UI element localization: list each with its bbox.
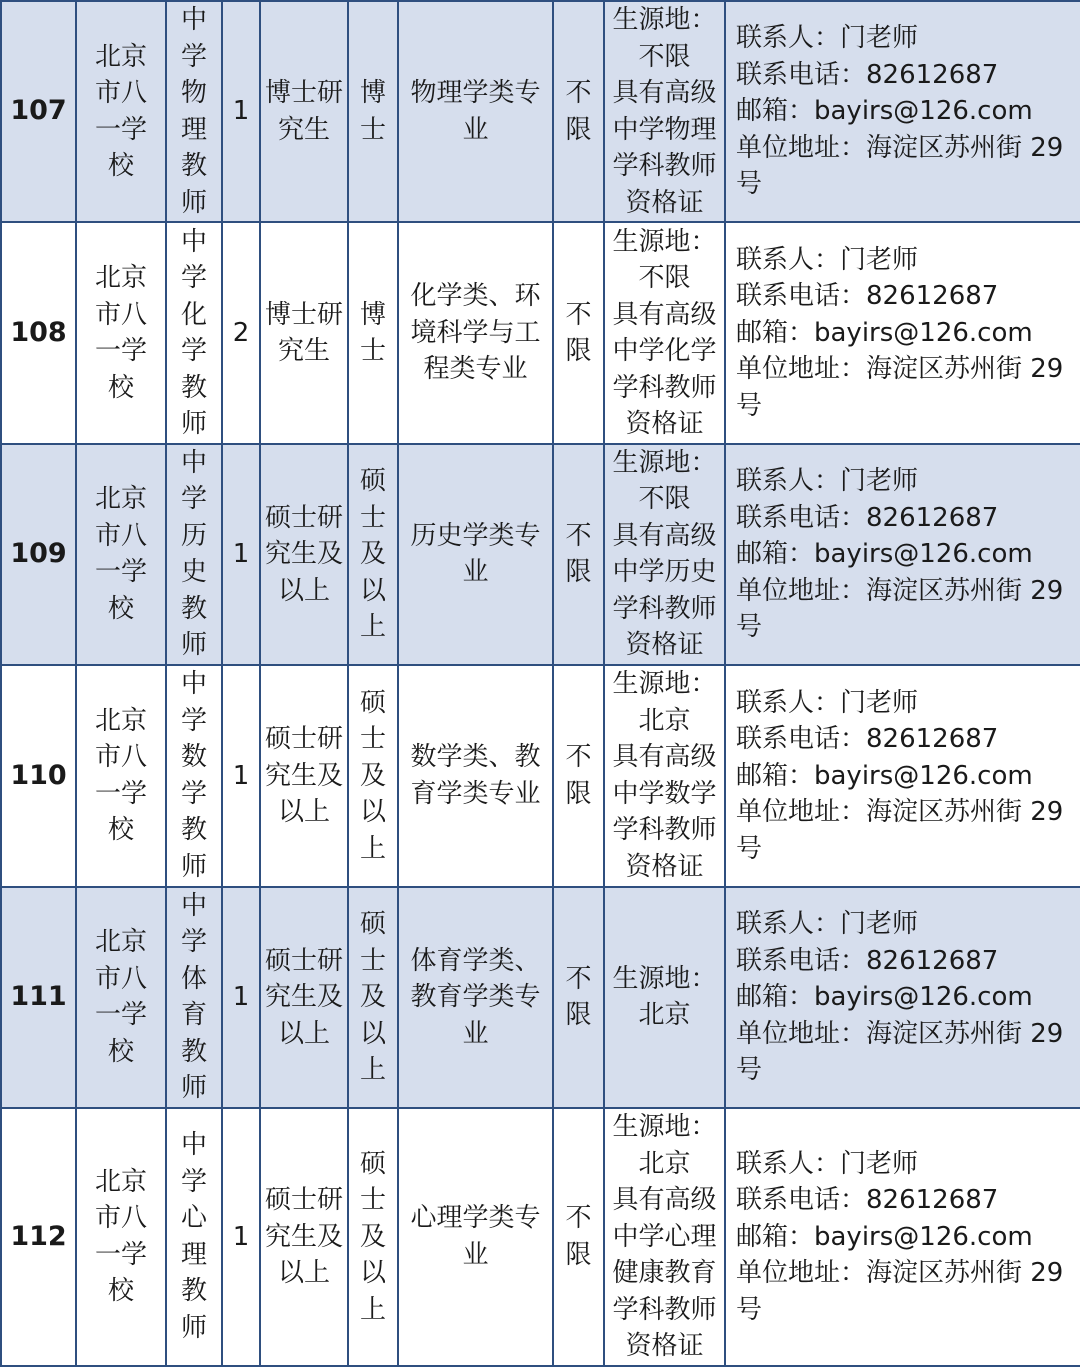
education-requirement: 硕士研究生及以上 <box>260 1108 348 1366</box>
table-body <box>1 1 1080 1366</box>
age-requirement: 不限 <box>553 444 604 665</box>
recruit-count: 1 <box>222 665 260 886</box>
contact-phone: 联系电话：82612687 <box>736 502 999 533</box>
position-number: 112 <box>1 1108 76 1366</box>
contact-person: 联系人：门老师 <box>736 909 919 939</box>
contact-address: 单位地址：海淀区苏州街 29 号 <box>736 575 1064 643</box>
table-row <box>1 1108 1080 1366</box>
recruit-count: 1 <box>222 444 260 665</box>
other-requirements <box>604 665 725 886</box>
degree-requirement: 硕士及以上 <box>348 665 398 886</box>
degree-requirement: 硕士及以上 <box>348 887 398 1108</box>
position-number: 110 <box>1 665 76 886</box>
other-requirements <box>604 222 725 443</box>
contact-email[interactable]: 邮箱：bayirs@126.com <box>736 760 1033 791</box>
origin-label: 生源地： <box>612 5 717 36</box>
school-name: 北京市八一学校 <box>76 887 166 1108</box>
certificate-requirement: 具有高级中学物理学科教师资格证 <box>612 78 717 218</box>
education-requirement: 博士研究生 <box>260 1 348 222</box>
other-requirements <box>604 887 725 1108</box>
origin-label: 生源地： <box>612 226 717 257</box>
age-requirement: 不限 <box>553 1 604 222</box>
major-requirement: 体育学类、教育学类专业 <box>398 887 553 1108</box>
origin-value: 北京 <box>638 1148 691 1179</box>
age-requirement: 不限 <box>553 222 604 443</box>
contact-email[interactable]: 邮箱：bayirs@126.com <box>736 539 1033 570</box>
age-requirement: 不限 <box>553 1108 604 1366</box>
origin-value: 不限 <box>638 41 691 72</box>
table-row <box>1 1 1080 222</box>
table-row <box>1 887 1080 1108</box>
other-requirements <box>604 1 725 222</box>
age-requirement: 不限 <box>553 887 604 1108</box>
major-requirement: 历史学类专业 <box>398 444 553 665</box>
certificate-requirement: 具有高级中学化学学科教师资格证 <box>612 299 717 440</box>
degree-requirement: 硕士及以上 <box>348 1108 398 1366</box>
contact-address: 单位地址：海淀区苏州街 29 号 <box>736 132 1064 200</box>
recruit-count: 2 <box>222 222 260 443</box>
position-number: 111 <box>1 887 76 1108</box>
table-row <box>1 444 1080 665</box>
position-number: 107 <box>1 1 76 222</box>
age-requirement: 不限 <box>553 665 604 886</box>
table-row <box>1 222 1080 443</box>
school-name: 北京市八一学校 <box>76 1 166 222</box>
origin-value: 不限 <box>638 263 691 294</box>
recruit-count: 1 <box>222 1 260 222</box>
contact-person: 联系人：门老师 <box>736 466 919 497</box>
school-name: 北京市八一学校 <box>76 222 166 443</box>
education-requirement: 硕士研究生及以上 <box>260 665 348 886</box>
contact-phone: 联系电话：82612687 <box>736 59 999 90</box>
contact-address: 单位地址：海淀区苏州街 29 号 <box>736 797 1064 864</box>
major-requirement: 数学类、教育学类专业 <box>398 665 553 886</box>
recruit-count: 1 <box>222 1108 260 1366</box>
position-title: 中学心理教师 <box>166 1108 222 1366</box>
contact-info <box>725 222 1080 443</box>
origin-label: 生源地： <box>612 669 717 700</box>
position-number: 108 <box>1 222 76 443</box>
origin-label: 生源地： <box>612 963 717 994</box>
contact-info <box>725 1108 1080 1366</box>
other-requirements <box>604 1108 725 1366</box>
position-title: 中学体育教师 <box>166 887 222 1108</box>
certificate-requirement: 具有高级中学历史学科教师资格证 <box>612 520 717 661</box>
contact-email[interactable]: 邮箱：bayirs@126.com <box>736 982 1033 1012</box>
major-requirement: 心理学类专业 <box>398 1108 553 1366</box>
contact-email[interactable]: 邮箱：bayirs@126.com <box>736 1221 1033 1252</box>
major-requirement: 化学类、环境科学与工程类专业 <box>398 222 553 443</box>
origin-label: 生源地： <box>612 1112 717 1143</box>
school-name: 北京市八一学校 <box>76 444 166 665</box>
contact-info <box>725 1 1080 222</box>
degree-requirement: 硕士及以上 <box>348 444 398 665</box>
contact-phone: 联系电话：82612687 <box>736 281 999 312</box>
education-requirement: 硕士研究生及以上 <box>260 444 348 665</box>
contact-address: 单位地址：海淀区苏州街 29 号 <box>736 354 1064 421</box>
contact-info <box>725 665 1080 886</box>
position-number: 109 <box>1 444 76 665</box>
major-requirement: 物理学类专业 <box>398 1 553 222</box>
contact-phone: 联系电话：82612687 <box>736 1185 999 1216</box>
position-title: 中学数学教师 <box>166 665 222 886</box>
certificate-requirement: 具有高级中学心理健康教育学科教师资格证 <box>612 1185 717 1362</box>
recruit-count: 1 <box>222 887 260 1108</box>
position-title: 中学历史教师 <box>166 444 222 665</box>
origin-label: 生源地： <box>612 447 717 478</box>
position-title: 中学化学教师 <box>166 222 222 443</box>
contact-info <box>725 887 1080 1108</box>
education-requirement: 硕士研究生及以上 <box>260 887 348 1108</box>
school-name: 北京市八一学校 <box>76 665 166 886</box>
contact-phone: 联系电话：82612687 <box>736 945 999 976</box>
contact-person: 联系人：门老师 <box>736 244 919 275</box>
other-requirements <box>604 444 725 665</box>
contact-info <box>725 444 1080 665</box>
table-row <box>1 665 1080 886</box>
contact-person: 联系人：门老师 <box>736 23 919 54</box>
contact-address: 单位地址：海淀区苏州街 29 号 <box>736 1018 1064 1085</box>
school-name: 北京市八一学校 <box>76 1108 166 1366</box>
education-requirement: 博士研究生 <box>260 222 348 443</box>
origin-value: 北京 <box>638 1000 691 1031</box>
origin-value: 北京 <box>638 705 691 736</box>
contact-email[interactable]: 邮箱：bayirs@126.com <box>736 317 1033 348</box>
contact-email[interactable]: 邮箱：bayirs@126.com <box>736 96 1033 127</box>
degree-requirement: 博士 <box>348 222 398 443</box>
degree-requirement: 博士 <box>348 1 398 222</box>
contact-person: 联系人：门老师 <box>736 687 919 718</box>
contact-phone: 联系电话：82612687 <box>736 724 999 755</box>
contact-address: 单位地址：海淀区苏州街 29 号 <box>736 1258 1064 1325</box>
origin-value: 不限 <box>638 484 691 515</box>
certificate-requirement: 具有高级中学数学学科教师资格证 <box>612 742 717 882</box>
position-title: 中学物理教师 <box>166 1 222 222</box>
contact-person: 联系人：门老师 <box>736 1148 919 1179</box>
